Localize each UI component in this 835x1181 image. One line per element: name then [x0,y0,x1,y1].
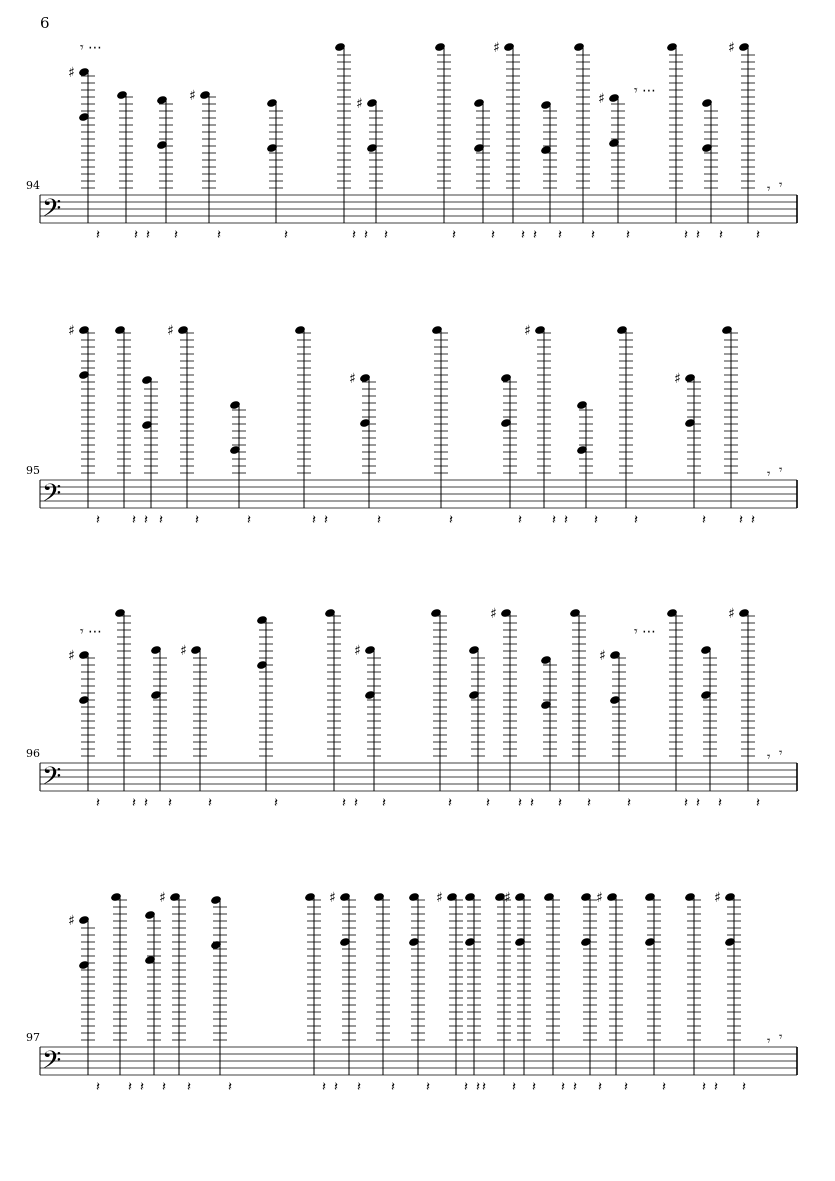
quarter-rest: 𝄽 [354,796,358,811]
eighth-rest: 𝄾 [80,624,84,640]
quarter-rest: 𝄽 [573,1080,577,1095]
quarter-rest: 𝄽 [742,1080,746,1095]
quarter-rest: 𝄽 [594,513,598,528]
sharp-accidental: ♯ [180,643,187,659]
sharp-accidental: ♯ [493,40,500,56]
sharp-accidental: ♯ [490,606,497,622]
quarter-rest: 𝄽 [756,796,760,811]
measure-number: 94 [26,179,40,192]
page-number: 6 [40,14,50,32]
quarter-rest: 𝄽 [598,1080,602,1095]
quarter-rest: 𝄽 [324,513,328,528]
quarter-rest: 𝄽 [552,513,556,528]
quarter-rest: 𝄽 [132,796,136,811]
quarter-rest: 𝄽 [561,1080,565,1095]
quarter-rest: 𝄽 [718,796,722,811]
eighth-rest: 𝄾 [634,624,638,640]
dot-marks: ⋯ [642,83,656,99]
quarter-rest: 𝄽 [558,228,562,243]
dot-marks: ⋯ [88,624,102,640]
eighth-rest: 𝄾 [634,83,638,99]
sharp-accidental: ♯ [436,890,443,906]
quarter-rest: 𝄽 [96,513,100,528]
quarter-rest: 𝄽 [696,228,700,243]
quarter-rest: 𝄽 [146,228,150,243]
quarter-rest: 𝄽 [174,228,178,243]
sharp-accidental: ♯ [189,88,196,104]
quarter-rest: 𝄽 [491,228,495,243]
measure-number: 97 [26,1031,40,1044]
quarter-rest: 𝄽 [756,228,760,243]
quarter-rest: 𝄽 [518,796,522,811]
dot-marks: ⋯ [642,624,656,640]
quarter-rest: 𝄽 [662,1080,666,1095]
eighth-rest: 𝄾 [779,746,783,761]
sharp-accidental: ♯ [598,91,605,107]
quarter-rest: 𝄽 [464,1080,468,1095]
bass-clef: 𝄢 [42,479,62,514]
quarter-rest: 𝄽 [564,513,568,528]
sharp-accidental: ♯ [728,40,735,56]
sharp-accidental: ♯ [356,96,363,112]
quarter-rest: 𝄽 [159,513,163,528]
quarter-rest: 𝄽 [696,796,700,811]
bass-clef: 𝄢 [42,762,62,797]
quarter-rest: 𝄽 [591,228,595,243]
quarter-rest: 𝄽 [134,228,138,243]
quarter-rest: 𝄽 [626,228,630,243]
quarter-rest: 𝄽 [486,796,490,811]
sharp-accidental: ♯ [159,890,166,906]
quarter-rest: 𝄽 [532,1080,536,1095]
sharp-accidental: ♯ [349,371,356,387]
quarter-rest: 𝄽 [530,796,534,811]
quarter-rest: 𝄽 [168,796,172,811]
quarter-rest: 𝄽 [627,796,631,811]
quarter-rest: 𝄽 [426,1080,430,1095]
quarter-rest: 𝄽 [702,1080,706,1095]
quarter-rest: 𝄽 [476,1080,480,1095]
eighth-rest: 𝄾 [767,750,771,765]
quarter-rest: 𝄽 [140,1080,144,1095]
quarter-rest: 𝄽 [228,1080,232,1095]
quarter-rest: 𝄽 [702,513,706,528]
eighth-rest: 𝄾 [779,178,783,193]
quarter-rest: 𝄽 [533,228,537,243]
quarter-rest: 𝄽 [634,513,638,528]
eighth-rest: 𝄾 [767,182,771,197]
quarter-rest: 𝄽 [739,513,743,528]
quarter-rest: 𝄽 [342,796,346,811]
sharp-accidental: ♯ [329,890,336,906]
sharp-accidental: ♯ [68,913,75,929]
quarter-rest: 𝄽 [162,1080,166,1095]
quarter-rest: 𝄽 [521,228,525,243]
quarter-rest: 𝄽 [719,228,723,243]
measure-number: 96 [26,747,40,760]
sharp-accidental: ♯ [68,323,75,339]
quarter-rest: 𝄽 [247,513,251,528]
quarter-rest: 𝄽 [217,228,221,243]
sharp-accidental: ♯ [674,371,681,387]
quarter-rest: 𝄽 [128,1080,132,1095]
sharp-accidental: ♯ [599,648,606,664]
quarter-rest: 𝄽 [751,513,755,528]
quarter-rest: 𝄽 [624,1080,628,1095]
bass-clef: 𝄢 [42,194,62,229]
sharp-accidental: ♯ [714,890,721,906]
quarter-rest: 𝄽 [96,796,100,811]
quarter-rest: 𝄽 [587,796,591,811]
sharp-accidental: ♯ [354,643,361,659]
quarter-rest: 𝄽 [558,796,562,811]
sharp-accidental: ♯ [524,323,531,339]
quarter-rest: 𝄽 [352,228,356,243]
quarter-rest: 𝄽 [208,796,212,811]
quarter-rest: 𝄽 [357,1080,361,1095]
quarter-rest: 𝄽 [144,796,148,811]
quarter-rest: 𝄽 [132,513,136,528]
quarter-rest: 𝄽 [96,1080,100,1095]
quarter-rest: 𝄽 [452,228,456,243]
sharp-accidental: ♯ [68,648,75,664]
eighth-rest: 𝄾 [767,467,771,482]
bass-clef: 𝄢 [42,1046,62,1081]
quarter-rest: 𝄽 [334,1080,338,1095]
quarter-rest: 𝄽 [274,796,278,811]
dot-marks: ⋯ [88,40,102,56]
quarter-rest: 𝄽 [512,1080,516,1095]
quarter-rest: 𝄽 [364,228,368,243]
quarter-rest: 𝄽 [144,513,148,528]
sharp-accidental: ♯ [728,606,735,622]
quarter-rest: 𝄽 [187,1080,191,1095]
quarter-rest: 𝄽 [449,513,453,528]
sharp-accidental: ♯ [167,323,174,339]
quarter-rest: 𝄽 [322,1080,326,1095]
quarter-rest: 𝄽 [96,228,100,243]
quarter-rest: 𝄽 [312,513,316,528]
quarter-rest: 𝄽 [382,796,386,811]
quarter-rest: 𝄽 [482,1080,486,1095]
quarter-rest: 𝄽 [384,228,388,243]
quarter-rest: 𝄽 [684,796,688,811]
eighth-rest: 𝄾 [779,1030,783,1045]
eighth-rest: 𝄾 [80,40,84,56]
quarter-rest: 𝄽 [684,228,688,243]
eighth-rest: 𝄾 [767,1034,771,1049]
sharp-accidental: ♯ [504,890,511,906]
sharp-accidental: ♯ [596,890,603,906]
quarter-rest: 𝄽 [195,513,199,528]
quarter-rest: 𝄽 [391,1080,395,1095]
sharp-accidental: ♯ [68,65,75,81]
quarter-rest: 𝄽 [377,513,381,528]
quarter-rest: 𝄽 [714,1080,718,1095]
quarter-rest: 𝄽 [448,796,452,811]
quarter-rest: 𝄽 [518,513,522,528]
measure-number: 95 [26,464,40,477]
quarter-rest: 𝄽 [284,228,288,243]
eighth-rest: 𝄾 [779,463,783,478]
